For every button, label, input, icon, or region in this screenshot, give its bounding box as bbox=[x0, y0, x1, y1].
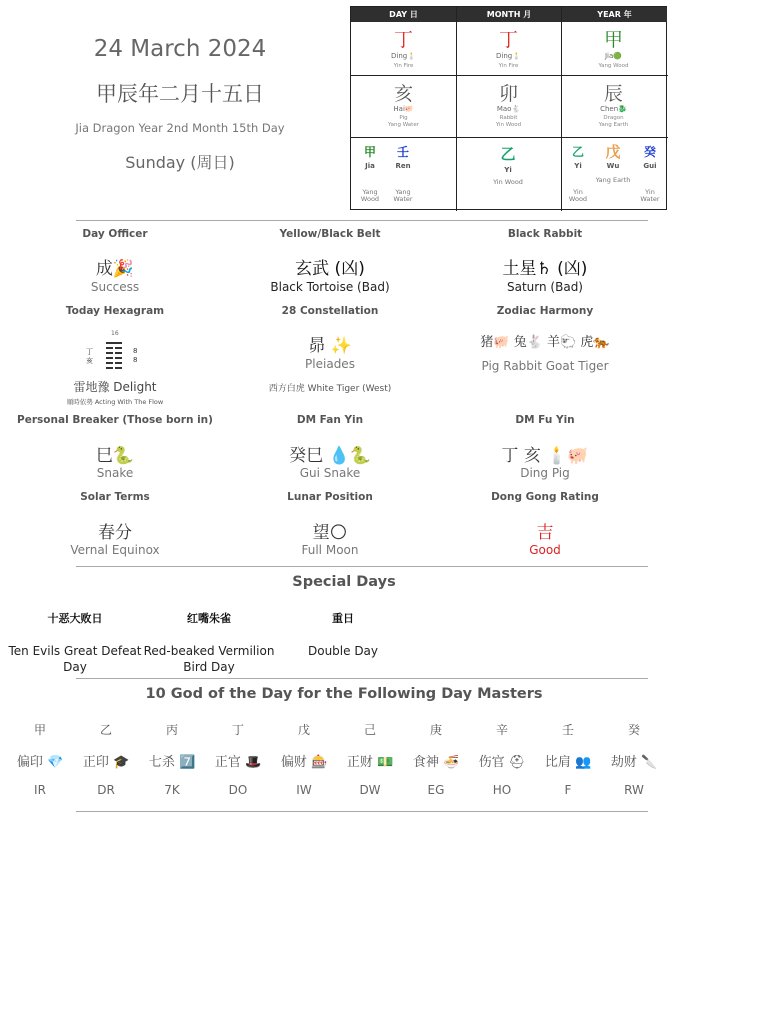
zodiac-harmony-label: Zodiac Harmony bbox=[496, 305, 594, 317]
dong-gong-sub: Good bbox=[529, 543, 561, 557]
day-stem: 丁 bbox=[393, 29, 413, 51]
year-stem-label: Jia🟢 bbox=[604, 52, 622, 60]
black-rabbit-label: Black Rabbit bbox=[507, 228, 583, 240]
divider bbox=[76, 811, 648, 812]
fu-yin-value: 丁 亥 🕯️🐖 bbox=[501, 446, 589, 466]
special-days-title: Special Days bbox=[292, 574, 396, 590]
year-branch-label: Chen🐉 bbox=[600, 105, 627, 113]
hidden-stem-element: Yang Earth bbox=[595, 176, 631, 184]
divider bbox=[76, 566, 648, 567]
hidden-stem: 甲 Jia bbox=[363, 145, 376, 170]
day-branch: 亥 bbox=[393, 83, 413, 105]
hidden-stem-element: Yang Water bbox=[393, 188, 413, 203]
year-branch-animal: Dragon bbox=[603, 115, 624, 121]
date-weekday: Sunday (周日) bbox=[125, 153, 235, 172]
black-rabbit-sub: Saturn (Bad) bbox=[507, 280, 583, 294]
hexagram-value: 雷地豫 Delight bbox=[73, 380, 157, 394]
four-pillars-grid bbox=[350, 6, 667, 210]
date-chinese: 甲辰年二月十五日 bbox=[96, 82, 264, 106]
day-branch-label: Hai🐖 bbox=[393, 105, 414, 113]
month-pillar-header: MONTH 月 bbox=[457, 7, 561, 22]
day-stem-element: Yin Fire bbox=[393, 63, 414, 69]
hidden-stem: 癸 Gui bbox=[643, 145, 657, 170]
fan-yin-label: DM Fan Yin bbox=[296, 414, 364, 426]
zodiac-harmony-value: 猪🐖 兔🐇 羊🐑 虎🐅 bbox=[480, 335, 610, 350]
month-branch: 卯 bbox=[498, 83, 518, 105]
belt-label: Yellow/Black Belt bbox=[279, 228, 381, 240]
day-officer-label: Day Officer bbox=[82, 228, 148, 240]
lunar-position-value: 望🌕 bbox=[312, 523, 348, 543]
special-day-item: 红嘴朱雀 Red-beaked Vermilion Bird Day bbox=[143, 612, 275, 674]
hexagram-sub: 順時依勢 Acting With The Flow bbox=[66, 398, 164, 406]
date-english: Jia Dragon Year 2nd Month 15th Day bbox=[75, 121, 285, 135]
day-pillar-header: DAY 日 bbox=[351, 7, 456, 22]
divider bbox=[76, 220, 648, 221]
hidden-stem-element: Yin Water bbox=[640, 188, 660, 203]
year-branch-element: Yang Earth bbox=[598, 122, 629, 128]
ten-god-item: 己 正财 💵 DW bbox=[346, 723, 394, 797]
year-stem-element: Yang Wood bbox=[598, 63, 629, 69]
month-stem-label: Ding🕯️ bbox=[496, 52, 521, 60]
belt-sub: Black Tortoise (Bad) bbox=[270, 280, 390, 294]
ten-god-item: 乙 正印 🎓 DR bbox=[82, 723, 130, 797]
zodiac-harmony-sub: Pig Rabbit Goat Tiger bbox=[481, 359, 609, 373]
solar-terms-label: Solar Terms bbox=[80, 491, 150, 503]
constellation-label: 28 Constellation bbox=[281, 305, 379, 317]
ten-god-item: 庚 食神 🍜 EG bbox=[412, 723, 460, 797]
fu-yin-sub: Ding Pig bbox=[520, 466, 570, 480]
hidden-stem-element: Yin Wood bbox=[568, 188, 588, 203]
lunar-position-label: Lunar Position bbox=[287, 491, 373, 503]
ten-god-item: 辛 伤官 ⛑ HO bbox=[478, 723, 526, 797]
personal-breaker-label: Personal Breaker (Those born in) bbox=[17, 414, 213, 426]
day-branch-element: Yang Water bbox=[388, 122, 419, 128]
hidden-stem-element: Yang Wood bbox=[360, 188, 380, 203]
day-officer-value: 成🎉 bbox=[95, 259, 135, 279]
fu-yin-label: DM Fu Yin bbox=[515, 414, 575, 426]
date-gregorian: 24 March 2024 bbox=[93, 36, 267, 62]
year-stem: 甲 bbox=[603, 29, 623, 51]
personal-breaker-sub: Snake bbox=[96, 466, 134, 480]
belt-value: 玄武 (凶) bbox=[295, 259, 365, 279]
hidden-stem-element: Yin Wood bbox=[493, 178, 523, 186]
solar-terms-value: 春分 bbox=[98, 523, 132, 543]
dong-gong-label: Dong Gong Rating bbox=[491, 491, 599, 503]
year-pillar-header: YEAR 年 bbox=[562, 7, 667, 22]
solar-terms-sub: Vernal Equinox bbox=[70, 543, 160, 557]
constellation-value: 昴 ✨ bbox=[308, 336, 352, 356]
ten-gods-title: 10 God of the Day for the Following Day Masters bbox=[145, 686, 543, 702]
month-branch-label: Mao🐇 bbox=[496, 105, 521, 113]
constellation-sub: Pleiades bbox=[305, 357, 355, 371]
dong-gong-value: 吉 bbox=[536, 523, 554, 543]
lunar-position-sub: Full Moon bbox=[301, 543, 359, 557]
ten-god-item: 癸 劫财 🔪 RW bbox=[610, 723, 658, 797]
ten-god-item: 丁 正官 🎩 DO bbox=[214, 723, 262, 797]
fan-yin-sub: Gui Snake bbox=[299, 466, 361, 480]
special-day-item: 重日 Double Day bbox=[307, 612, 379, 658]
hidden-stem: 戊 Wu bbox=[605, 143, 621, 170]
ten-god-item: 戊 偏财 🎰 IW bbox=[280, 723, 328, 797]
year-branch: 辰 bbox=[603, 83, 623, 105]
ten-god-item: 丙 七杀 7️⃣ 7K bbox=[148, 723, 196, 797]
hidden-stem: 乙 Yi bbox=[571, 145, 584, 170]
hexagram-label: Today Hexagram bbox=[65, 305, 165, 317]
ten-god-item: 壬 比肩 👥 F bbox=[544, 723, 592, 797]
day-stem-label: Ding🕯️ bbox=[391, 52, 416, 60]
day-branch-animal: Pig bbox=[399, 115, 408, 121]
black-rabbit-value: 土星♄ (凶) bbox=[502, 259, 588, 279]
month-stem: 丁 bbox=[498, 29, 518, 51]
divider bbox=[76, 678, 648, 679]
hidden-stem: 乙 Yi bbox=[500, 145, 516, 174]
constellation-sub2: 西方白虎 White Tiger (West) bbox=[268, 384, 392, 394]
hidden-stem: 壬 Ren bbox=[395, 145, 411, 170]
hexagram-icon: 16 丁 亥 8 8 bbox=[86, 330, 146, 374]
fan-yin-value: 癸巳 💧🐍 bbox=[289, 446, 371, 466]
month-stem-element: Yin Fire bbox=[498, 63, 519, 69]
day-officer-sub: Success bbox=[90, 280, 140, 294]
personal-breaker-value: 巳🐍 bbox=[95, 446, 135, 466]
special-day-item: 十恶大败日 Ten Evils Great Defeat Day bbox=[8, 612, 142, 674]
ten-god-item: 甲 偏印 💎 IR bbox=[16, 723, 64, 797]
month-branch-element: Yin Wood bbox=[495, 122, 522, 128]
month-branch-animal: Rabbit bbox=[499, 115, 518, 121]
